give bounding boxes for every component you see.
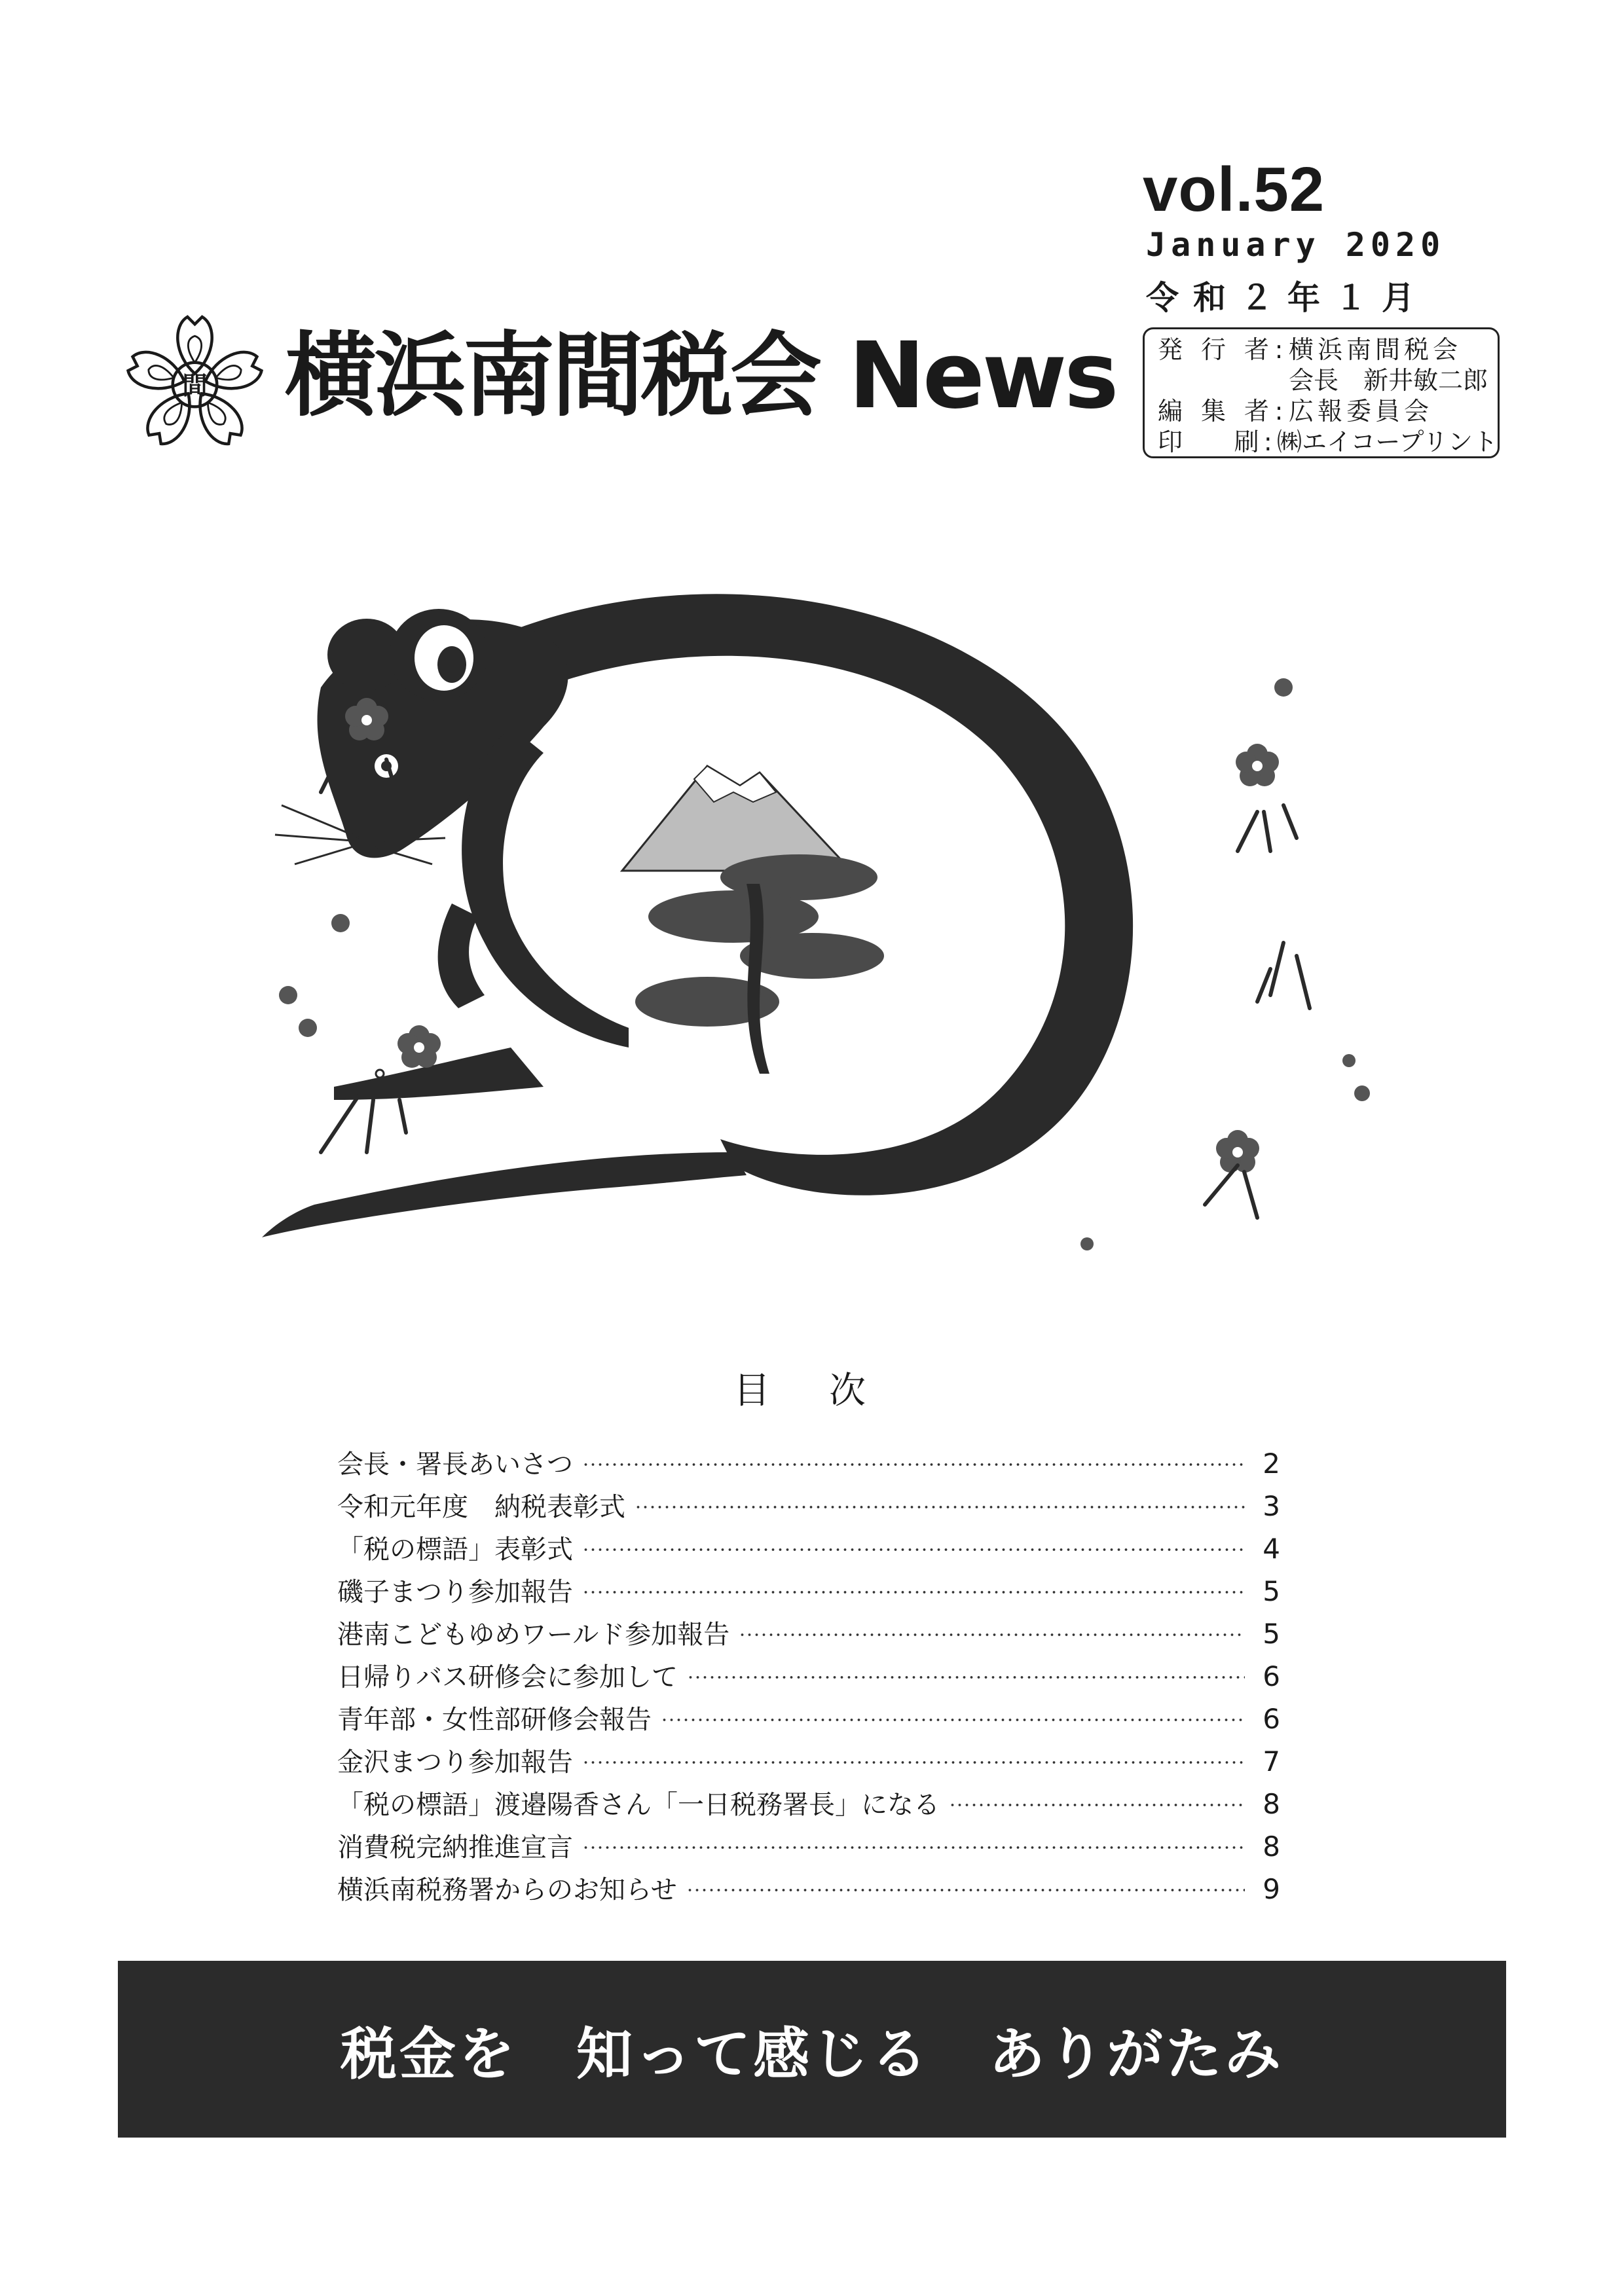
toc-leader-dots (582, 1463, 1245, 1467)
toc-leader-dots (661, 1718, 1245, 1722)
toc-item (337, 1571, 1280, 1614)
toc-item (337, 1529, 1280, 1571)
issue-volume: vol.52 (1143, 155, 1325, 225)
chairman-row (1158, 365, 1498, 396)
toc-item-title: 港南こどもゆめワールド参加報告 (337, 1620, 730, 1650)
colon: : (1274, 335, 1283, 364)
toc-item-page: 5 (1263, 1618, 1280, 1650)
toc-leader-dots (949, 1803, 1245, 1807)
toc-item (337, 1827, 1280, 1869)
toc-item-title: 消費税完納推進宣言 (337, 1832, 573, 1863)
toc-item-page: 7 (1263, 1745, 1280, 1777)
toc-item (337, 1784, 1280, 1827)
toc-item-title: 横浜南税務署からのお知らせ (337, 1875, 677, 1905)
cherry-blossom-emblem-icon (121, 311, 268, 458)
issue-date-english: January 2020 (1146, 226, 1446, 264)
toc-item-page: 5 (1263, 1575, 1280, 1607)
toc-leader-dots (582, 1548, 1245, 1552)
toc-leader-dots (687, 1675, 1245, 1679)
colon: : (1274, 397, 1283, 426)
toc-item-page: 6 (1263, 1660, 1280, 1692)
toc-leader-dots (739, 1633, 1245, 1637)
toc-list (337, 1444, 1280, 1912)
toc-leader-dots (582, 1760, 1245, 1764)
toc-leader-dots (582, 1846, 1245, 1850)
editor-value: 広報委員会 (1289, 397, 1433, 426)
editor-row (1158, 396, 1498, 427)
printer-label: 印 刷 (1158, 428, 1259, 456)
publisher-label: 発行者 (1158, 335, 1269, 364)
toc-item-page: 4 (1263, 1533, 1280, 1565)
toc-item-title: 金沢まつり参加報告 (337, 1747, 573, 1777)
toc-item-page: 9 (1263, 1873, 1280, 1905)
toc-item-page: 3 (1263, 1490, 1280, 1522)
chairman-value: 会長 新井敏二郎 (1289, 366, 1488, 395)
colon: : (1263, 428, 1272, 456)
publisher-info-box (1143, 327, 1500, 458)
toc-item (337, 1656, 1280, 1699)
issue-date-japanese: 令和２年１月 (1146, 279, 1429, 317)
toc-item-page: 8 (1263, 1831, 1280, 1863)
publisher-value: 横浜南間税会 (1289, 335, 1462, 364)
toc-item-title: 会長・署長あいさつ (337, 1449, 573, 1480)
emblem-character: 間 (182, 371, 208, 401)
toc-item-title: 日帰りバス研修会に参加して (337, 1662, 678, 1692)
toc-item (337, 1869, 1280, 1912)
toc-item-title: 磯子まつり参加報告 (337, 1577, 573, 1607)
toc-item (337, 1741, 1280, 1784)
toc-item (337, 1486, 1280, 1529)
slogan-text: 税金を 知って感じる ありがたみ (341, 2022, 1283, 2087)
toc-leader-dots (635, 1505, 1245, 1509)
toc-item-page: 2 (1263, 1448, 1280, 1480)
toc-item (337, 1614, 1280, 1656)
toc-item-page: 6 (1263, 1703, 1280, 1735)
masthead-title: 横浜南間税会 News (285, 323, 1116, 429)
toc-item (337, 1444, 1280, 1486)
publisher-row (1158, 335, 1498, 365)
toc-item-title: 「税の標語」渡邉陽香さん「一日税務署長」になる (337, 1790, 940, 1820)
toc-item-title: 「税の標語」表彰式 (337, 1535, 573, 1565)
toc-item (337, 1699, 1280, 1741)
toc-item-title: 青年部・女性部研修会報告 (337, 1705, 652, 1735)
toc-leader-dots (686, 1888, 1245, 1892)
printer-row (1158, 427, 1498, 458)
toc-item-page: 8 (1263, 1788, 1280, 1820)
rat-mount-fuji-ink-illustration-icon (236, 576, 1401, 1309)
toc-item-title: 令和元年度 納税表彰式 (337, 1492, 625, 1522)
editor-label: 編集者 (1158, 397, 1269, 426)
toc-heading: 目次 (733, 1370, 925, 1412)
slogan-banner (118, 1961, 1506, 2138)
printer-value: ㈱エイコープリント (1276, 428, 1498, 456)
toc-leader-dots (582, 1590, 1245, 1594)
